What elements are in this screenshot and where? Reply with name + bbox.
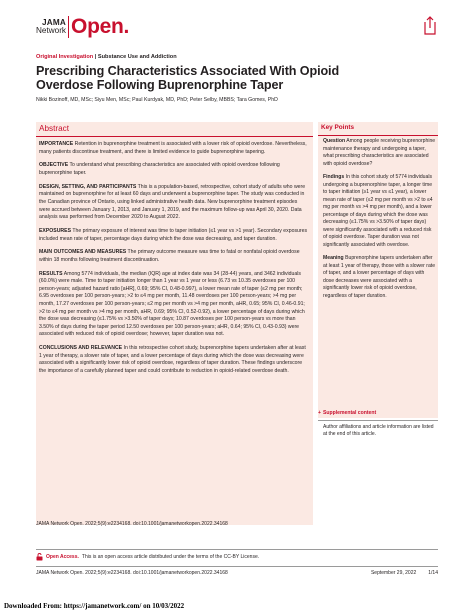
author-affiliations-note: Author affiliations and article information are listed at the end of this article. [323, 424, 434, 438]
abstract-section-text: The primary outcome measure was time to fatal or nonfatal opioid overdose within 18 months following treatment discontinuation. [39, 249, 300, 263]
key-point-text: In this cohort study of 5774 individuals undergoing a buprenorphine taper, a longer time to taper initiation (≥1 year vs ≤1 year), a lower mean rate of taper (≤2 mg per month vs >2 to ≤4 mg per month vs >4 mg per month), and a lower percentage of days during which the dose was decreasing (≤1.75% vs >3.50% of taper days) were significantly associated with a reduced risk of opioid overdose. Taper duration was not significantly associated with overdose. [323, 174, 433, 248]
key-point-label: Meaning [323, 255, 344, 261]
abstract-section-label: RESULTS [39, 270, 63, 277]
footer-date-page [330, 570, 438, 576]
key-point-findings [323, 174, 436, 249]
key-point-meaning [323, 255, 436, 300]
abstract-section-label: OBJECTIVE [39, 162, 69, 169]
plus-icon: + [318, 410, 321, 416]
key-point-text: Among people receiving buprenorphine maintenance therapy and undergoing a taper, what prescribing characteristics are associated with opioid overdose? [323, 138, 436, 167]
key-point-label: Question [323, 138, 346, 144]
article-topic-label[interactable]: Substance Use and Addiction [97, 54, 177, 60]
abstract-section-text: Retention in buprenorphine treatment is associated with a lower risk of opioid overdose. Nevertheless, many patients discontinue treatment, and there is limited evidence to guide buprenorphine tapering. [39, 141, 307, 155]
key-points-divider [318, 135, 438, 136]
key-point-text: Buprenorphine tapers undertaken after at least 1 year of therapy, those with a slower rate of taper, and a lower percentage of days with dose decreases were associated with a significantly lower risk of opioid overdose, regardless of taper duration. [323, 255, 436, 299]
abstract-results [39, 271, 309, 339]
abstract-objective [39, 162, 309, 177]
article-type-label[interactable]: Original Investigation [36, 54, 94, 60]
abstract-section-text: Among 5774 individuals, the median (IQR) age at index date was 34 (28-44) years, and 3462 individuals (60.0%) were male. Time to taper initiation longer than 1 year vs 1 year or less (6.73 vs 10.35 overdoses per 100 person-years; adjusted hazard ratio [aHR], 0.69; 95% CI, 0.48-0.997), a lower mean rate of taper (≤2 mg per month; 6.95 overdoses per 100 person-years; >2 to ≤4 mg per month, 11.48 overdoses per 100 person-years; >4 mg per month, 17.27 overdoses per 100 person-years; ≤2 mg per month vs >4 mg per month, aHR, 0.65; 95% CI, 0.46-0.91; >2 to ≤4 mg per month vs >4 mg per month, aHR, 0.69; 95% CI, 0.52-0.92), a lower percentage of days during which the dose was decreasing (≤1.75% vs >3.50% of taper days; 10.87 overdoses per 100 person-years vs more than 3.50% of days during the taper period 12.50 overdoses per 100 person-years; aHR, 0.64; 95% CI, 0.43-0.93) were associated with reduced risk of opioid overdose; however, taper duration was not. [39, 270, 305, 338]
abstract-section-text: This is a population-based, retrospective, cohort study of adults who were maintained on buprenorphine for at least 60 days and underwent a buprenorphine taper. The study was conducted in the Canadian province of Ontario, using linked administrative health data. New buprenorphine treatment episodes were accrued between January 1, 2013, and January 1, 2019, and the maximum follow-up was April 30, 2020. Data analysis was performed from December 2020 to August 2022. [39, 183, 306, 221]
abstract-heading: Abstract [39, 124, 70, 133]
key-point-question [323, 138, 436, 168]
footer-divider [36, 566, 438, 567]
logo-network: Network [36, 26, 67, 35]
abstract-section-label: IMPORTANCE [39, 141, 74, 147]
supplemental-divider [318, 420, 438, 421]
article-title: Prescribing Characteristics Associated With Opioid Overdose Following Buprenorphine Taper [36, 64, 340, 93]
abstract-body [39, 141, 309, 382]
open-lock-icon [36, 553, 43, 561]
supplemental-content-label: Supplemental content [322, 410, 377, 416]
key-points-heading: Key Points [321, 124, 355, 131]
abstract-section-text: In this retrospective cohort study, buprenorphine tapers undertaken after at least 1 year of therapy, a slower rate of taper, and a lower percentage of days during which the dose was decreasing were associated with a significantly lower risk of opioid overdose, regardless of taper duration. These findings underscore the importance of a carefully planned taper and could contribute to reduction in opioid-related overdose death. [39, 345, 306, 374]
key-points-body [323, 138, 436, 306]
citation-line[interactable]: JAMA Network Open. 2022;5(9):e2234168. doi:10.1001/jamanetworkopen.2022.34168 [36, 521, 228, 527]
open-access-divider [36, 549, 438, 550]
download-watermark: Downloaded From: https://jamanetwork.com/ on 10/03/2022 [4, 602, 185, 610]
section-separator: | [94, 54, 97, 60]
abstract-outcomes [39, 249, 309, 264]
key-point-label: Findings [323, 174, 345, 180]
abstract-design [39, 184, 309, 222]
author-list: Nikki Bozinoff, MD, MSc; Siyu Men, MSc; Paul Kurdyak, MD, PhD; Peter Selby, MBBS; Tara Gomes, PhD [36, 97, 278, 103]
open-access-note [36, 553, 438, 561]
open-access-text: This is an open access article distributed under the terms of the CC-BY License. [81, 554, 260, 560]
publication-date: September 29, 2022 [370, 570, 417, 576]
abstract-section-text: To understand what prescribing characteristics are associated with opioid overdose following buprenorphine taper. [39, 162, 280, 176]
logo-open: Open. [68, 16, 129, 38]
open-access-label[interactable]: Open Access. [46, 554, 79, 560]
abstract-conclusions [39, 345, 309, 375]
abstract-section-label: EXPOSURES [39, 227, 71, 234]
abstract-section-text: The primary exposure of interest was time to taper initiation (≤1 year vs >1 year). Secondary exposures included mean rate of taper, percentage days during which the dose was decreasing, and taper duration. [39, 227, 308, 242]
logo-jama: JAMA [42, 17, 67, 27]
footer-citation: JAMA Network Open. 2022;5(9):e2234168. doi:10.1001/jamanetworkopen.2022.34168 [36, 570, 228, 576]
abstract-importance [39, 141, 309, 156]
abstract-section-label: MAIN OUTCOMES AND MEASURES [39, 249, 127, 256]
jama-network-open-logo[interactable] [36, 14, 129, 40]
abstract-exposures [39, 228, 309, 243]
supplemental-content-link[interactable] [318, 410, 438, 416]
abstract-section-label: CONCLUSIONS AND RELEVANCE [39, 345, 123, 352]
abstract-divider [36, 136, 313, 137]
logo-jama-network-text [36, 19, 66, 36]
article-section-line [36, 54, 177, 60]
abstract-section-label: DESIGN, SETTING, AND PARTICIPANTS [39, 183, 137, 190]
page-number: 1/14 [428, 570, 438, 576]
share-icon[interactable] [423, 16, 437, 36]
